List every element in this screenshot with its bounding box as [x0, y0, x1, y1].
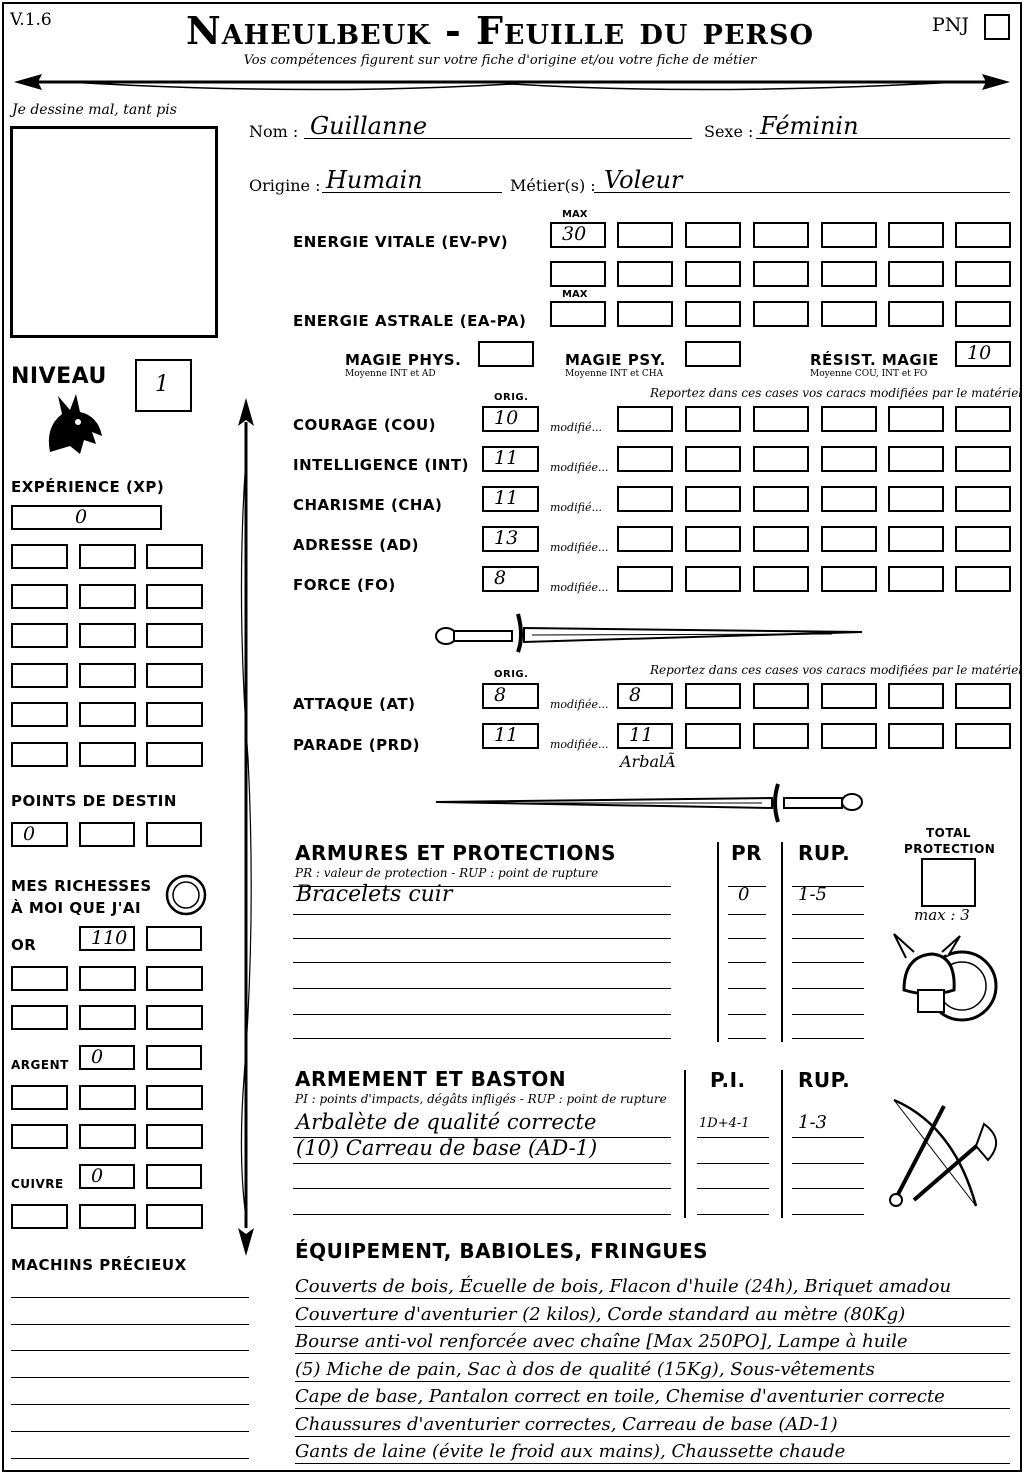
armor-rup-line[interactable] [792, 1038, 864, 1039]
armor-name-line[interactable] [293, 1014, 671, 1015]
carac-orig-box[interactable]: 8 [482, 566, 539, 592]
sexe-value: Féminin [760, 112, 859, 140]
equipment-line[interactable]: Couverts de bois, Écuelle de bois, Flacon d'huile (24h), Briquet amadou [295, 1274, 1010, 1299]
weapon-name-line[interactable] [293, 1163, 671, 1164]
dragon-icon [40, 392, 106, 464]
xp-label: EXPÉRIENCE (XP) [11, 478, 165, 496]
niveau-box[interactable]: 1 [135, 359, 192, 412]
carac-label: ADRESSE (AD) [293, 536, 420, 554]
carac-mod-box[interactable] [617, 566, 673, 592]
xp-box[interactable] [11, 584, 68, 609]
attaque-mod-box[interactable] [685, 683, 741, 709]
spear-divider-icon [8, 70, 1016, 98]
argent-box[interactable] [146, 1124, 203, 1149]
weapon-rup-line[interactable] [792, 1188, 864, 1189]
argent-box[interactable] [11, 1085, 68, 1110]
ev-box[interactable] [753, 222, 809, 248]
weapon-rup: 1-3 [798, 1112, 827, 1133]
ev-box[interactable] [888, 222, 944, 248]
attaque-mod-box[interactable]: 8 [617, 683, 673, 709]
page-title: Naheulbeuk - Feuille du perso [186, 8, 814, 53]
argent-box[interactable] [146, 1085, 203, 1110]
armor-pr-header: PR [731, 841, 763, 865]
weapon-name-line[interactable] [293, 1214, 671, 1215]
xp-box[interactable] [79, 584, 136, 609]
armor-rup-line[interactable] [792, 962, 864, 963]
or-label: OR [11, 936, 37, 954]
armor-rup-line[interactable] [792, 1014, 864, 1015]
ev-box[interactable] [617, 222, 673, 248]
armor-name: Bracelets cuir [296, 882, 453, 907]
armor-name-line[interactable] [293, 938, 671, 939]
armor-divider-2 [781, 842, 783, 1042]
metier-label: Métier(s) : [510, 176, 596, 195]
xp-box[interactable] [11, 663, 68, 688]
carac-mod-box[interactable] [821, 526, 877, 552]
parade-orig-box[interactable]: 11 [482, 723, 539, 749]
weapons-rup-header: RUP. [798, 1068, 851, 1092]
equipment-line[interactable]: Chaussures d'aventurier correctes, Carreau de base (AD-1) [295, 1412, 1010, 1437]
resist-magie-note: Moyenne COU, INT et FO [810, 369, 928, 379]
magie-psy-label: MAGIE PSY. [565, 351, 666, 369]
magie-phys-label: MAGIE PHYS. [345, 351, 462, 369]
or-box[interactable] [11, 1005, 68, 1030]
attaque-mod-label: modifiée... [550, 698, 609, 711]
xp-box[interactable] [11, 742, 68, 767]
xp-box[interactable] [146, 663, 203, 688]
portrait-frame[interactable] [10, 126, 218, 338]
ea-max-label: MAX [562, 289, 588, 300]
ev-box[interactable] [821, 261, 877, 287]
argent-box[interactable] [79, 1085, 136, 1110]
or-box[interactable]: 110 [79, 926, 135, 951]
carac-mod-box[interactable] [685, 526, 741, 552]
weapon-pi: 1D+4-1 [699, 1116, 750, 1131]
machins-line[interactable] [11, 1458, 249, 1459]
parade-mod-label: modifiée... [550, 738, 609, 751]
xp-box[interactable] [79, 702, 136, 727]
total-protection-box[interactable] [921, 858, 976, 907]
destin-box-1[interactable]: 0 [11, 822, 68, 847]
equipment-line[interactable]: Bourse anti-vol renforcée avec chaîne [Max 250PO], Lampe à huile [295, 1329, 1010, 1354]
xp-box[interactable] [11, 702, 68, 727]
cuivre-box[interactable]: 0 [79, 1164, 135, 1189]
armor-pr-line[interactable] [728, 1014, 766, 1015]
ev-max-box[interactable]: 30 [550, 222, 606, 248]
carac-mod-box[interactable] [617, 486, 673, 512]
machins-line[interactable] [11, 1324, 249, 1325]
carac-mod-box[interactable] [753, 526, 809, 552]
combat-orig-label: ORIG. [494, 669, 529, 680]
xp-box[interactable] [146, 742, 203, 767]
or-box[interactable] [11, 966, 68, 991]
or-box[interactable] [79, 966, 136, 991]
carac-mod-box[interactable] [888, 526, 944, 552]
argent-box[interactable] [79, 1124, 136, 1149]
resist-magie-label: RÉSIST. MAGIE [810, 351, 940, 369]
xp-box[interactable] [79, 544, 136, 569]
or-box[interactable] [79, 1005, 136, 1030]
carac-mod-box[interactable] [753, 406, 809, 432]
armor-pr-line[interactable] [728, 938, 766, 939]
ea-box[interactable] [685, 301, 741, 327]
weapon-name-line[interactable] [293, 1188, 671, 1189]
carac-mod-box[interactable] [685, 446, 741, 472]
argent-label: ARGENT [11, 1058, 69, 1072]
carac-orig-box[interactable]: 13 [482, 526, 539, 552]
xp-box[interactable] [146, 584, 203, 609]
carac-orig-box[interactable]: 11 [482, 446, 539, 472]
cuivre-box[interactable] [79, 1204, 136, 1229]
ev-box[interactable] [888, 261, 944, 287]
armor-name-line[interactable] [293, 914, 671, 915]
carac-mod-label: modifié... [550, 421, 602, 434]
carac-mod-label: modifiée... [550, 541, 609, 554]
weapon-pi-line[interactable] [697, 1188, 769, 1189]
cuivre-box[interactable] [146, 1204, 203, 1229]
armor-divider-1 [717, 842, 719, 1042]
ev-box[interactable] [617, 261, 673, 287]
sword-icon [432, 612, 872, 654]
ea-box[interactable] [617, 301, 673, 327]
armor-title: ARMURES ET PROTECTIONS [295, 841, 616, 865]
nom-label: Nom : [249, 122, 299, 141]
ev-box[interactable] [821, 222, 877, 248]
pnj-label: PNJ [932, 14, 970, 36]
destin-box-2[interactable] [79, 822, 135, 847]
weapon-rup-line[interactable] [792, 1163, 864, 1164]
carac-mod-box[interactable] [617, 446, 673, 472]
equipment-line[interactable]: Cape de base, Pantalon correct en toile, Chemise d'aventurier correcte [295, 1384, 1010, 1409]
carac-mod-box[interactable] [955, 406, 1011, 432]
weapon-rup-line[interactable] [792, 1214, 864, 1215]
armor-name-line[interactable] [293, 1038, 671, 1039]
ev-box[interactable] [550, 261, 606, 287]
carac-label: FORCE (FO) [293, 576, 396, 594]
max-protection-note: max : 3 [914, 906, 970, 924]
ev-label: ENERGIE VITALE (EV-PV) [293, 233, 509, 251]
carac-mod-box[interactable] [753, 446, 809, 472]
argent-box[interactable] [146, 1045, 202, 1070]
portrait-caption: Je dessine mal, tant pis [12, 102, 177, 118]
carac-mod-box[interactable] [888, 446, 944, 472]
carac-mod-box[interactable] [753, 566, 809, 592]
machins-label: MACHINS PRÉCIEUX [11, 1256, 187, 1274]
vertical-spear-icon [234, 398, 258, 1256]
or-box[interactable] [146, 926, 202, 951]
carac-mod-label: modifiée... [550, 581, 609, 594]
parade-mod-box[interactable] [685, 723, 741, 749]
machins-line[interactable] [11, 1404, 249, 1405]
xp-box[interactable] [79, 623, 136, 648]
carac-mod-box[interactable] [888, 486, 944, 512]
attaque-mod-box[interactable] [753, 683, 809, 709]
magie-psy-note: Moyenne INT et CHA [565, 369, 664, 379]
carac-mod-box[interactable] [821, 486, 877, 512]
pnj-checkbox[interactable] [984, 14, 1010, 40]
version-label: V.1.6 [10, 10, 52, 30]
carac-label: INTELLIGENCE (INT) [293, 456, 469, 474]
armor-pr: 0 [738, 884, 750, 905]
carac-mod-label: modifié... [550, 501, 602, 514]
carac-mod-box[interactable] [955, 446, 1011, 472]
ea-label: ENERGIE ASTRALE (EA-PA) [293, 312, 527, 330]
cuivre-box[interactable] [11, 1204, 68, 1229]
ev-max-label: MAX [562, 209, 588, 220]
machins-line[interactable] [11, 1377, 249, 1378]
carac-mod-box[interactable] [685, 486, 741, 512]
carac-mod-box[interactable] [685, 566, 741, 592]
machins-line[interactable] [11, 1431, 249, 1432]
origine-value: Humain [326, 166, 423, 194]
sexe-label: Sexe : [704, 122, 754, 141]
richesses-label-1: MES RICHESSES [11, 877, 152, 895]
xp-box[interactable] [146, 702, 203, 727]
weapon-pi-line[interactable] [697, 1214, 769, 1215]
magie-phys-box[interactable] [478, 341, 534, 367]
xp-box[interactable] [11, 544, 68, 569]
machins-line[interactable] [11, 1297, 249, 1298]
carac-label: COURAGE (COU) [293, 416, 437, 434]
armor-note: PR : valeur de protection - RUP : point de rupture [295, 866, 599, 880]
armor-pr-line[interactable] [728, 1038, 766, 1039]
richesses-label-2: À MOI QUE J'AI [11, 899, 142, 917]
ea-max-box[interactable] [550, 301, 606, 327]
ev-box[interactable] [685, 222, 741, 248]
crossed-weapons-icon [884, 1096, 1008, 1214]
carac-mod-box[interactable] [821, 406, 877, 432]
weapons-divider-1 [684, 1070, 686, 1218]
armor-pr-line[interactable] [728, 988, 766, 989]
cuivre-label: CUIVRE [11, 1177, 64, 1191]
machins-line[interactable] [11, 1350, 249, 1351]
ea-box[interactable] [753, 301, 809, 327]
equipment-title: ÉQUIPEMENT, BABIOLES, FRINGUES [295, 1239, 709, 1263]
total-protection-label-1: TOTAL [926, 826, 972, 840]
combat-report-note: Reportez dans ces cases vos caracs modifiées par le matériel [650, 663, 1023, 677]
destin-label: POINTS DE DESTIN [11, 792, 177, 810]
magie-phys-note: Moyenne INT et AD [345, 369, 436, 379]
parade-label: PARADE (PRD) [293, 736, 421, 754]
armor-rup-line[interactable] [792, 914, 864, 915]
armor-pr-line[interactable] [728, 914, 766, 915]
weapons-note: PI : points d'impacts, dégâts infligés - RUP : point de rupture [295, 1092, 667, 1106]
sword-icon-2 [432, 782, 872, 824]
argent-box[interactable] [11, 1124, 68, 1149]
carac-mod-box[interactable] [955, 526, 1011, 552]
ea-box[interactable] [888, 301, 944, 327]
carac-mod-box[interactable] [821, 446, 877, 472]
parade-mod-box[interactable] [888, 723, 944, 749]
parade-mod-box[interactable] [955, 723, 1011, 749]
xp-box[interactable] [146, 623, 203, 648]
attaque-mod-box[interactable] [955, 683, 1011, 709]
carac-mod-box[interactable] [617, 526, 673, 552]
weapons-pi-header: P.I. [710, 1068, 746, 1092]
total-protection-label-2: PROTECTION [904, 842, 996, 856]
carac-mod-label: modifiée... [550, 461, 609, 474]
attaque-label: ATTAQUE (AT) [293, 695, 416, 713]
argent-box[interactable]: 0 [79, 1045, 135, 1070]
armor-rup-line[interactable] [792, 938, 864, 939]
weapon-pi-line[interactable] [697, 1163, 769, 1164]
carac-mod-box[interactable] [888, 406, 944, 432]
carac-mod-box[interactable] [617, 406, 673, 432]
carac-mod-box[interactable] [753, 486, 809, 512]
carac-mod-box[interactable] [685, 406, 741, 432]
attaque-mod-box[interactable] [888, 683, 944, 709]
carac-mod-box[interactable] [955, 486, 1011, 512]
armor-rup: 1-5 [798, 884, 827, 905]
carac-orig-label: ORIG. [494, 392, 529, 403]
armor-name-line[interactable] [293, 962, 671, 963]
origine-label: Origine : [249, 176, 321, 195]
ev-box[interactable] [955, 261, 1011, 287]
weapons-title: ARMEMENT ET BASTON [295, 1067, 567, 1091]
equipment-line[interactable]: (5) Miche de pain, Sac à dos de qualité (15Kg), Sous-vêtements [295, 1357, 1010, 1382]
equipment-line[interactable]: Gants de laine (évite le froid aux mains), Chaussette chaude [295, 1439, 1010, 1464]
armor-pr-line[interactable] [728, 962, 766, 963]
weapon-name: Arbalète de qualité correcte [296, 1110, 597, 1134]
helmet-shield-icon [890, 928, 1000, 1036]
combat-annotation: ArbalÃ [620, 752, 676, 771]
carac-orig-box[interactable]: 11 [482, 486, 539, 512]
destin-box-3[interactable] [146, 822, 202, 847]
weapon-rup-line[interactable] [792, 1137, 864, 1138]
ev-box[interactable] [753, 261, 809, 287]
ea-box[interactable] [821, 301, 877, 327]
armor-rup-line[interactable] [792, 988, 864, 989]
resist-magie-box[interactable]: 10 [955, 341, 1011, 367]
magie-psy-box[interactable] [685, 341, 741, 367]
carac-mod-box[interactable] [888, 566, 944, 592]
equipment-line[interactable]: Couverture d'aventurier (2 kilos), Corde standard au mètre (80Kg) [295, 1302, 1010, 1327]
xp-box[interactable] [11, 623, 68, 648]
xp-box[interactable] [146, 544, 203, 569]
armor-name-line[interactable] [293, 988, 671, 989]
ev-box[interactable] [955, 222, 1011, 248]
xp-box[interactable]: 0 [11, 505, 162, 530]
attaque-mod-box[interactable] [821, 683, 877, 709]
ea-box[interactable] [955, 301, 1011, 327]
niveau-label: NIVEAU [11, 364, 107, 389]
page-subtitle: Vos compétences figurent sur votre fiche d'origine et/ou votre fiche de métier [243, 53, 757, 68]
carac-mod-box[interactable] [955, 566, 1011, 592]
armor-rup-header: RUP. [798, 841, 851, 865]
carac-orig-box[interactable]: 10 [482, 406, 539, 432]
carac-mod-box[interactable] [821, 566, 877, 592]
or-box[interactable] [146, 966, 203, 991]
weapon-name: (10) Carreau de base (AD-1) [296, 1136, 598, 1160]
xp-box[interactable] [79, 663, 136, 688]
nom-value: Guillanne [310, 112, 428, 140]
cuivre-box[interactable] [146, 1164, 202, 1189]
coin-icon [164, 873, 208, 917]
carac-report-note: Reportez dans ces cases vos caracs modifiées par le matériel [650, 386, 1023, 400]
weapon-pi-line[interactable] [697, 1137, 769, 1138]
parade-mod-box[interactable]: 11 [617, 723, 673, 749]
or-box[interactable] [146, 1005, 203, 1030]
parade-mod-box[interactable] [821, 723, 877, 749]
xp-box[interactable] [79, 742, 136, 767]
weapons-divider-2 [781, 1070, 783, 1218]
attaque-orig-box[interactable]: 8 [482, 683, 539, 709]
parade-mod-box[interactable] [753, 723, 809, 749]
carac-label: CHARISME (CHA) [293, 496, 443, 514]
metier-value: Voleur [604, 166, 683, 194]
ev-box[interactable] [685, 261, 741, 287]
